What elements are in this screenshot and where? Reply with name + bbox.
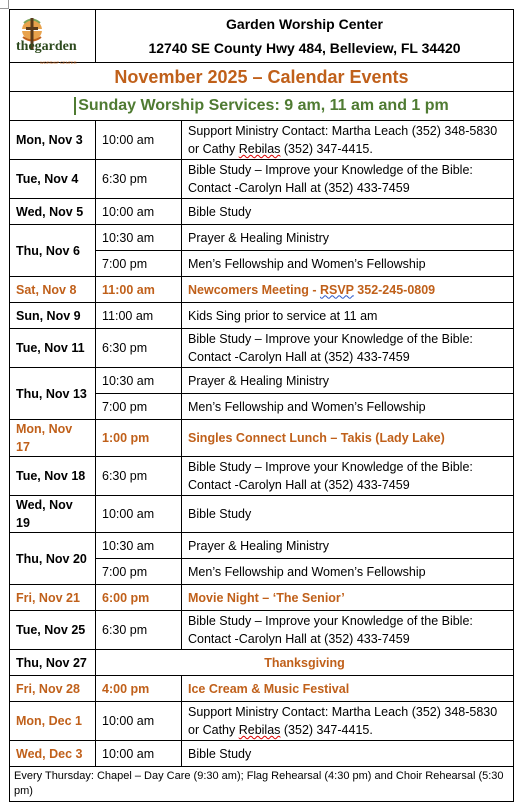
event-date-text: Tue, Nov 4 — [16, 172, 79, 186]
calendar-table — [9, 9, 514, 802]
event-row — [10, 611, 514, 650]
event-date — [10, 420, 96, 457]
event-description — [182, 611, 514, 650]
event-description — [182, 496, 514, 533]
event-description — [182, 394, 514, 420]
event-row — [10, 496, 514, 533]
sunday-services — [10, 92, 514, 121]
logo-subtext: WORSHIP CENTER — [40, 60, 77, 65]
event-description — [182, 121, 514, 160]
event-row — [10, 160, 514, 199]
event-description — [182, 457, 514, 496]
event-date — [10, 303, 96, 329]
event-description-text: Rebilas — [238, 142, 281, 156]
event-time — [96, 121, 182, 160]
event-date — [10, 611, 96, 650]
event-row — [10, 585, 514, 611]
event-description-text: Men’s Fellowship and Women’s Fellowship — [188, 399, 426, 414]
event-description — [182, 225, 514, 251]
event-date — [10, 277, 96, 303]
event-date — [10, 225, 96, 277]
event-row — [10, 702, 514, 741]
event-description-text: Bible Study – Improve your Knowledge of the Bible: Contact -Carolyn Hall at (352) 433-7459 — [188, 460, 473, 492]
event-row — [10, 650, 514, 676]
event-time — [96, 585, 182, 611]
event-description — [182, 585, 514, 611]
event-description — [182, 559, 514, 585]
event-row — [10, 741, 514, 767]
event-date-text: Thu, Nov 6 — [16, 243, 80, 258]
event-date-text: Wed, Dec 3 — [16, 746, 83, 761]
event-time-text: 7:00 pm — [102, 564, 148, 579]
event-date-text: Sun, Nov 9 — [16, 308, 81, 323]
event-row — [10, 676, 514, 702]
event-time — [96, 457, 182, 496]
event-time-text: 10:30 am — [102, 538, 155, 553]
event-description-text: Rebilas — [238, 723, 281, 737]
sunday-row — [10, 92, 514, 121]
event-date-text: Tue, Nov 18 — [16, 469, 86, 483]
event-time — [96, 702, 182, 741]
event-description-text: (352) 347-4415. — [280, 723, 373, 737]
page-corner-mark — [0, 0, 9, 9]
event-row — [10, 277, 514, 303]
church-info — [96, 10, 514, 63]
event-description-text: Bible Study – Improve your Knowledge of the Bible: Contact -Carolyn Hall at (352) 433-7459 — [188, 163, 473, 195]
event-time — [96, 533, 182, 559]
event-row — [10, 368, 514, 394]
event-row — [10, 533, 514, 559]
sunday-services-text: Sunday Worship Services: 9 am, 11 am and 1 pm — [74, 97, 449, 115]
event-time-text: 10:30 am — [102, 373, 155, 388]
event-time-text: 11:00 am — [102, 308, 154, 323]
event-time-text: 10:00 am — [102, 204, 155, 219]
event-description — [182, 741, 514, 767]
event-time-text: 10:00 am — [102, 507, 155, 521]
event-date-text: Mon, Nov 3 — [16, 133, 83, 147]
event-date — [10, 676, 96, 702]
event-date-text: Wed, Nov 19 — [16, 498, 73, 530]
event-time-text: 7:00 pm — [102, 399, 148, 414]
event-time-text: 7:00 pm — [102, 256, 148, 271]
event-row — [10, 457, 514, 496]
church-name: Garden Worship Center — [226, 16, 383, 32]
event-date-text: Thu, Nov 13 — [16, 386, 87, 401]
event-time-text: 11:00 am — [102, 282, 155, 297]
event-time — [96, 420, 182, 457]
event-date — [10, 199, 96, 225]
event-description — [182, 303, 514, 329]
event-date — [10, 585, 96, 611]
event-date-text: Thu, Nov 20 — [16, 551, 87, 566]
event-description — [96, 650, 514, 676]
event-description — [182, 676, 514, 702]
event-date-text: Wed, Nov 5 — [16, 204, 84, 219]
event-time-text: 6:30 pm — [102, 469, 148, 483]
event-date-text: Mon, Nov 17 — [16, 422, 73, 454]
footer-row — [10, 767, 514, 802]
event-row — [10, 303, 514, 329]
event-time — [96, 676, 182, 702]
event-description-text: RSVP — [319, 282, 354, 297]
event-date-text: Fri, Nov 21 — [16, 590, 80, 605]
header-row — [10, 10, 514, 63]
calendar-page — [9, 9, 514, 802]
event-description — [182, 702, 514, 741]
event-row — [10, 199, 514, 225]
event-description-text: Bible Study — [188, 507, 252, 521]
event-time-text: 10:30 am — [102, 230, 155, 245]
event-description-text: Bible Study – Improve your Knowledge of the Bible: Contact -Carolyn Hall at (352) 433-7459 — [188, 332, 473, 364]
church-address: 12740 SE County Hwy 484, Belleview, FL 34420 — [148, 40, 461, 56]
event-date-text: Thu, Nov 27 — [16, 655, 87, 670]
event-date — [10, 702, 96, 741]
event-description-text: Prayer & Healing Ministry — [188, 230, 330, 245]
event-time-text: 10:00 am — [102, 746, 155, 761]
event-time — [96, 225, 182, 251]
event-time — [96, 368, 182, 394]
event-time-text: 6:30 pm — [102, 341, 148, 355]
event-time-text: 10:00 am — [102, 714, 155, 728]
event-description-text: Bible Study — [188, 746, 252, 761]
event-description-text: Support Ministry Contact: Martha Leach (352) 348-5830 or Cathy — [188, 124, 498, 156]
event-description-text: (352) 347-4415. — [280, 142, 373, 156]
event-description — [182, 533, 514, 559]
event-date-text: Tue, Nov 25 — [16, 623, 86, 637]
event-date-text: Fri, Nov 28 — [16, 681, 80, 696]
event-time — [96, 277, 182, 303]
event-date — [10, 121, 96, 160]
event-description — [182, 160, 514, 199]
event-description-text: Men’s Fellowship and Women’s Fellowship — [188, 564, 426, 579]
event-date — [10, 650, 96, 676]
event-time-text: 6:00 pm — [102, 590, 150, 605]
event-date — [10, 533, 96, 585]
event-date-text: Sat, Nov 8 — [16, 282, 77, 297]
event-time — [96, 199, 182, 225]
event-description-text: Prayer & Healing Ministry — [188, 538, 330, 553]
event-date — [10, 329, 96, 368]
event-description — [182, 420, 514, 457]
event-row — [10, 329, 514, 368]
event-date — [10, 496, 96, 533]
event-description — [182, 199, 514, 225]
event-time — [96, 394, 182, 420]
event-time — [96, 496, 182, 533]
event-time-text: 6:30 pm — [102, 172, 148, 186]
page-title: November 2025 – Calendar Events — [10, 63, 514, 92]
event-time — [96, 741, 182, 767]
event-description-text: Men’s Fellowship and Women’s Fellowship — [188, 256, 426, 271]
event-date-text: Tue, Nov 11 — [16, 341, 85, 355]
event-description-text: 352-245-0809 — [353, 282, 436, 297]
event-description — [182, 277, 514, 303]
event-description-text: Support Ministry Contact: Martha Leach (352) 348-5830 or Cathy — [188, 705, 498, 737]
event-description — [182, 329, 514, 368]
event-description-text: Bible Study — [188, 204, 252, 219]
event-time-text: 10:00 am — [102, 133, 155, 147]
event-description-text: Ice Cream & Music Festival — [188, 681, 350, 696]
event-description-text: Prayer & Healing Ministry — [188, 373, 330, 388]
title-row — [10, 63, 514, 92]
event-time — [96, 251, 182, 277]
event-description-text: Kids Sing prior to service at 11 am — [188, 308, 378, 323]
event-time-text: 6:30 pm — [102, 623, 148, 637]
event-time — [96, 559, 182, 585]
event-description-text: Thanksgiving — [264, 655, 345, 670]
footer-note — [10, 767, 514, 802]
event-date-text: Mon, Dec 1 — [16, 714, 82, 728]
event-row — [10, 121, 514, 160]
event-time — [96, 611, 182, 650]
event-description-text: Newcomers Meeting - — [188, 282, 320, 297]
event-row — [10, 420, 514, 457]
event-date — [10, 160, 96, 199]
event-description-text: Movie Night – ‘The Senior’ — [188, 590, 345, 605]
event-description — [182, 251, 514, 277]
event-time-text: 4:00 pm — [102, 681, 150, 696]
event-time-text: 1:00 pm — [102, 431, 150, 445]
event-time — [96, 303, 182, 329]
event-description — [182, 368, 514, 394]
event-time — [96, 160, 182, 199]
event-date — [10, 368, 96, 420]
event-date — [10, 457, 96, 496]
logo-text: thegarden — [16, 39, 77, 54]
event-description-text: Singles Connect Lunch – Takis (Lady Lake) — [188, 431, 445, 445]
logo — [10, 10, 96, 63]
event-description-text: Bible Study – Improve your Knowledge of the Bible: Contact -Carolyn Hall at (352) 433-7459 — [188, 614, 473, 646]
event-time — [96, 329, 182, 368]
event-date — [10, 741, 96, 767]
event-row — [10, 225, 514, 251]
footer-note-text: Every Thursday: Chapel – Day Care (9:30 am); Flag Rehearsal (4:30 pm) and Choir Rehearsal (5:30 pm) — [14, 770, 504, 797]
